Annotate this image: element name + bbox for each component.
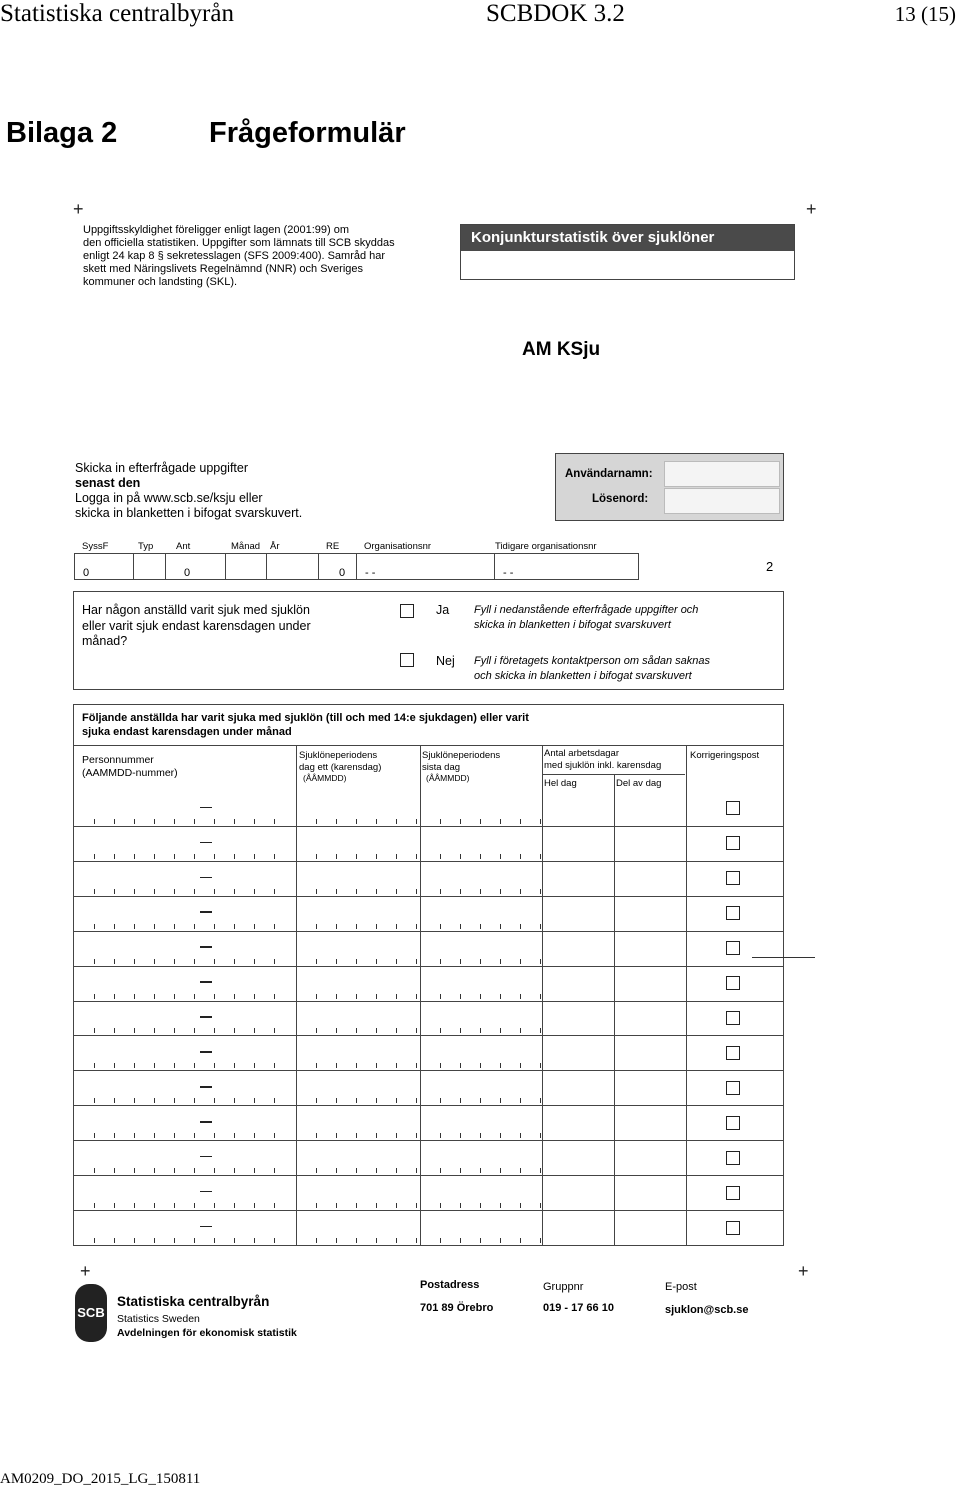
last-day-field[interactable]: [420, 896, 544, 931]
logo-dept: Avdelningen för ekonomisk statistik: [117, 1327, 297, 1339]
table-heading: Följande anställda har varit sjuka med sjuklön (till och med 14:e sjukdagen) eller varit sjuka endast karensdagen under månad: [82, 712, 529, 738]
personnummer-field[interactable]: [74, 896, 296, 931]
correction-checkbox[interactable]: [726, 941, 740, 955]
personnummer-field[interactable]: [74, 1035, 296, 1070]
id-label-syssf: SyssF: [82, 541, 109, 552]
table-row: [74, 896, 783, 931]
first-day-field[interactable]: [296, 1175, 420, 1210]
part-day-field[interactable]: [614, 931, 686, 966]
last-day-field[interactable]: [420, 1105, 544, 1140]
personnummer-field[interactable]: [74, 931, 296, 966]
last-day-field[interactable]: [420, 791, 544, 826]
personnummer-field[interactable]: [74, 966, 296, 1001]
header-doc: SCBDOK 3.2: [486, 0, 625, 27]
dash-separator: [200, 1226, 212, 1228]
col-days: Antal arbetsdagar med sjuklön inkl. karensdag: [544, 748, 662, 771]
personnummer-field[interactable]: [74, 826, 296, 861]
section-title: Frågeformulär: [209, 117, 406, 149]
table-row: [74, 1070, 783, 1105]
table-row: [74, 791, 783, 826]
first-day-field[interactable]: [296, 791, 420, 826]
personnummer-field[interactable]: [74, 1175, 296, 1210]
id-value-syssf: 0: [83, 567, 90, 579]
page-footer: AM0209_DO_2015_LG_150811: [0, 1471, 201, 1487]
email-link[interactable]: sjuklon@scb.se: [665, 1304, 749, 1316]
survey-title-box: [460, 224, 795, 280]
personnummer-field[interactable]: [74, 791, 296, 826]
first-day-field[interactable]: [296, 861, 420, 896]
correction-checkbox[interactable]: [726, 1046, 740, 1060]
phone-label: Gruppnr: [543, 1281, 584, 1293]
section-label: Bilaga 2: [6, 117, 118, 149]
first-day-field[interactable]: [296, 1001, 420, 1036]
correction-checkbox[interactable]: [726, 871, 740, 885]
logo-name: Statistiska centralbyrån: [117, 1294, 270, 1309]
id-value-orgnr: - -: [365, 567, 376, 579]
first-day-field[interactable]: [296, 896, 420, 931]
yes-instruction: Fyll i nedanstående efterfrågade uppgifter och skicka in blanketten i bifogat svarskuvert: [474, 604, 699, 631]
last-day-field[interactable]: [420, 1035, 544, 1070]
sick-pay-table: [73, 704, 784, 1246]
header-org: Statistiska centralbyrån: [0, 0, 234, 27]
yes-checkbox[interactable]: [400, 604, 414, 618]
col-part-day: Del av dag: [616, 778, 662, 789]
last-day-field[interactable]: [420, 1070, 544, 1105]
last-day-field[interactable]: [420, 1210, 544, 1245]
id-label-re: RE: [326, 541, 340, 552]
personnummer-field[interactable]: [74, 1070, 296, 1105]
last-day-field[interactable]: [420, 966, 544, 1001]
registration-mark-icon: +: [80, 1261, 91, 1281]
part-day-field[interactable]: [614, 1210, 686, 1245]
whole-day-field[interactable]: [542, 791, 614, 826]
correction-checkbox[interactable]: [726, 906, 740, 920]
first-day-field[interactable]: [296, 1070, 420, 1105]
no-checkbox[interactable]: [400, 653, 414, 667]
correction-checkbox[interactable]: [726, 1151, 740, 1165]
col-correction: Korrigeringspost: [690, 750, 760, 761]
dash-separator: [200, 1121, 212, 1123]
dash-separator: [200, 1051, 212, 1053]
first-day-field[interactable]: [296, 1210, 420, 1245]
table-row: [74, 1105, 783, 1140]
login-box: [555, 453, 784, 521]
dash-separator: [200, 1016, 212, 1018]
no-instruction: Fyll i företagets kontaktperson om sådan saknas och skicka in blanketten i bifogat svarskuvert: [474, 655, 711, 682]
whole-day-field[interactable]: [542, 1140, 614, 1175]
table-row: [74, 931, 783, 966]
whole-day-field[interactable]: [542, 861, 614, 896]
id-label-typ: Typ: [138, 541, 154, 552]
username-field[interactable]: [664, 461, 780, 487]
dash-separator: [200, 877, 212, 879]
whole-day-field[interactable]: [542, 1105, 614, 1140]
question-text: Har någon anställd varit sjuk med sjuklön eller varit sjuk endast karensdagen under månad?: [82, 603, 311, 648]
phone-value: 019 - 17 66 10: [543, 1302, 614, 1314]
first-day-field[interactable]: [296, 1140, 420, 1175]
part-day-field[interactable]: [614, 826, 686, 861]
personnummer-field[interactable]: [74, 1140, 296, 1175]
table-row: [74, 1140, 783, 1175]
username-label: Användarnamn:: [565, 468, 653, 480]
personnummer-field[interactable]: [74, 1001, 296, 1036]
registration-mark-icon: +: [806, 199, 817, 219]
whole-day-field[interactable]: [542, 896, 614, 931]
id-value-prev-orgnr: - -: [503, 567, 514, 579]
part-day-field[interactable]: [614, 1035, 686, 1070]
id-value-ant: 0: [184, 567, 191, 579]
address-value: 701 89 Örebro: [420, 1302, 494, 1314]
col-first-day: Sjuklöneperiodens dag ett (karensdag) (ÅÅMMDD): [299, 750, 382, 783]
part-day-field[interactable]: [614, 896, 686, 931]
whole-day-field[interactable]: [542, 1070, 614, 1105]
dash-separator: [200, 1086, 212, 1088]
id-fields-row: [74, 553, 639, 580]
scb-logo: [75, 1282, 305, 1344]
password-field[interactable]: [664, 488, 780, 514]
question-box: [73, 591, 784, 690]
whole-day-field[interactable]: [542, 931, 614, 966]
part-day-field[interactable]: [614, 1175, 686, 1210]
survey-code: AM KSju: [522, 339, 601, 360]
table-row: [74, 861, 783, 896]
last-day-field[interactable]: [420, 861, 544, 896]
part-day-field[interactable]: [614, 861, 686, 896]
address-label: Postadress: [420, 1279, 480, 1291]
col-last-day: Sjuklöneperiodens sista dag (ÅÅMMDD): [422, 750, 501, 783]
correction-checkbox[interactable]: [726, 1011, 740, 1025]
id-label-manad: Månad: [231, 541, 261, 552]
table-row: [74, 826, 783, 861]
dash-separator: [200, 807, 212, 809]
dash-separator: [200, 981, 212, 983]
registration-mark-icon: +: [73, 199, 84, 219]
id-label-orgnr: Organisationsnr: [364, 541, 432, 552]
table-row: [74, 1035, 783, 1070]
first-day-field[interactable]: [296, 966, 420, 1001]
id-value-re: 0: [339, 567, 346, 579]
legal-text: Uppgiftsskyldighet föreligger enligt lagen (2001:99) om den officiella statistiken. Uppgifter som lämnats till SCB skyddas enligt 24 kap 8 § sekretesslagen (SFS 2009:400). Samråd har skett med Näringslivets Regelnämnd (NNR) och Sveriges kommuner och landsting (SKL).: [83, 224, 395, 288]
last-day-field[interactable]: [420, 826, 544, 861]
page-number: 2: [766, 559, 774, 574]
id-label-prev-orgnr: Tidigare organisationsnr: [495, 541, 597, 552]
send-instructions: Skicka in efterfrågade uppgifter senast den Logga in på www.scb.se/ksju eller skicka in blanketten i bifogat svarskuvert.: [75, 461, 303, 520]
col-personnummer: Personnummer (AAMMDD-nummer): [82, 754, 178, 779]
whole-day-field[interactable]: [542, 1035, 614, 1070]
correction-checkbox[interactable]: [726, 1081, 740, 1095]
part-day-field[interactable]: [614, 1105, 686, 1140]
margin-line: [752, 957, 815, 958]
last-day-field[interactable]: [420, 1175, 544, 1210]
dash-separator: [200, 1191, 212, 1193]
yes-label: Ja: [436, 603, 450, 617]
logo-en: Statistics Sweden: [117, 1313, 200, 1325]
last-day-field[interactable]: [420, 931, 544, 966]
table-row: [74, 1210, 783, 1245]
part-day-field[interactable]: [614, 1140, 686, 1175]
scb-logo-icon: SCB: [75, 1284, 107, 1342]
personnummer-field[interactable]: [74, 1210, 296, 1245]
survey-title: Konjunkturstatistik över sjuklöner: [461, 225, 794, 251]
id-label-ant: Ant: [176, 541, 191, 552]
correction-checkbox[interactable]: [726, 836, 740, 850]
id-label-ar: År: [270, 541, 280, 552]
personnummer-field[interactable]: [74, 1105, 296, 1140]
correction-checkbox[interactable]: [726, 1221, 740, 1235]
col-whole-day: Hel dag: [544, 778, 577, 789]
whole-day-field[interactable]: [542, 1175, 614, 1210]
dash-separator: [200, 946, 212, 948]
personnummer-field[interactable]: [74, 861, 296, 896]
correction-checkbox[interactable]: [726, 1116, 740, 1130]
last-day-field[interactable]: [420, 1140, 544, 1175]
dash-separator: [200, 1156, 212, 1158]
part-day-field[interactable]: [614, 1001, 686, 1036]
table-row: [74, 1001, 783, 1036]
first-day-field[interactable]: [296, 1035, 420, 1070]
header-page: 13 (15): [894, 2, 956, 26]
part-day-field[interactable]: [614, 1070, 686, 1105]
correction-checkbox[interactable]: [726, 976, 740, 990]
whole-day-field[interactable]: [542, 1210, 614, 1245]
first-day-field[interactable]: [296, 931, 420, 966]
part-day-field[interactable]: [614, 791, 686, 826]
first-day-field[interactable]: [296, 826, 420, 861]
table-row: [74, 1175, 783, 1210]
whole-day-field[interactable]: [542, 1001, 614, 1036]
correction-checkbox[interactable]: [726, 801, 740, 815]
password-label: Lösenord:: [592, 493, 649, 505]
email-label: E-post: [665, 1281, 697, 1293]
first-day-field[interactable]: [296, 1105, 420, 1140]
registration-mark-icon: +: [798, 1261, 809, 1281]
part-day-field[interactable]: [614, 966, 686, 1001]
whole-day-field[interactable]: [542, 826, 614, 861]
no-label: Nej: [436, 654, 455, 668]
last-day-field[interactable]: [420, 1001, 544, 1036]
correction-checkbox[interactable]: [726, 1186, 740, 1200]
whole-day-field[interactable]: [542, 966, 614, 1001]
dash-separator: [200, 842, 212, 844]
dash-separator: [200, 911, 212, 913]
table-row: [74, 966, 783, 1001]
